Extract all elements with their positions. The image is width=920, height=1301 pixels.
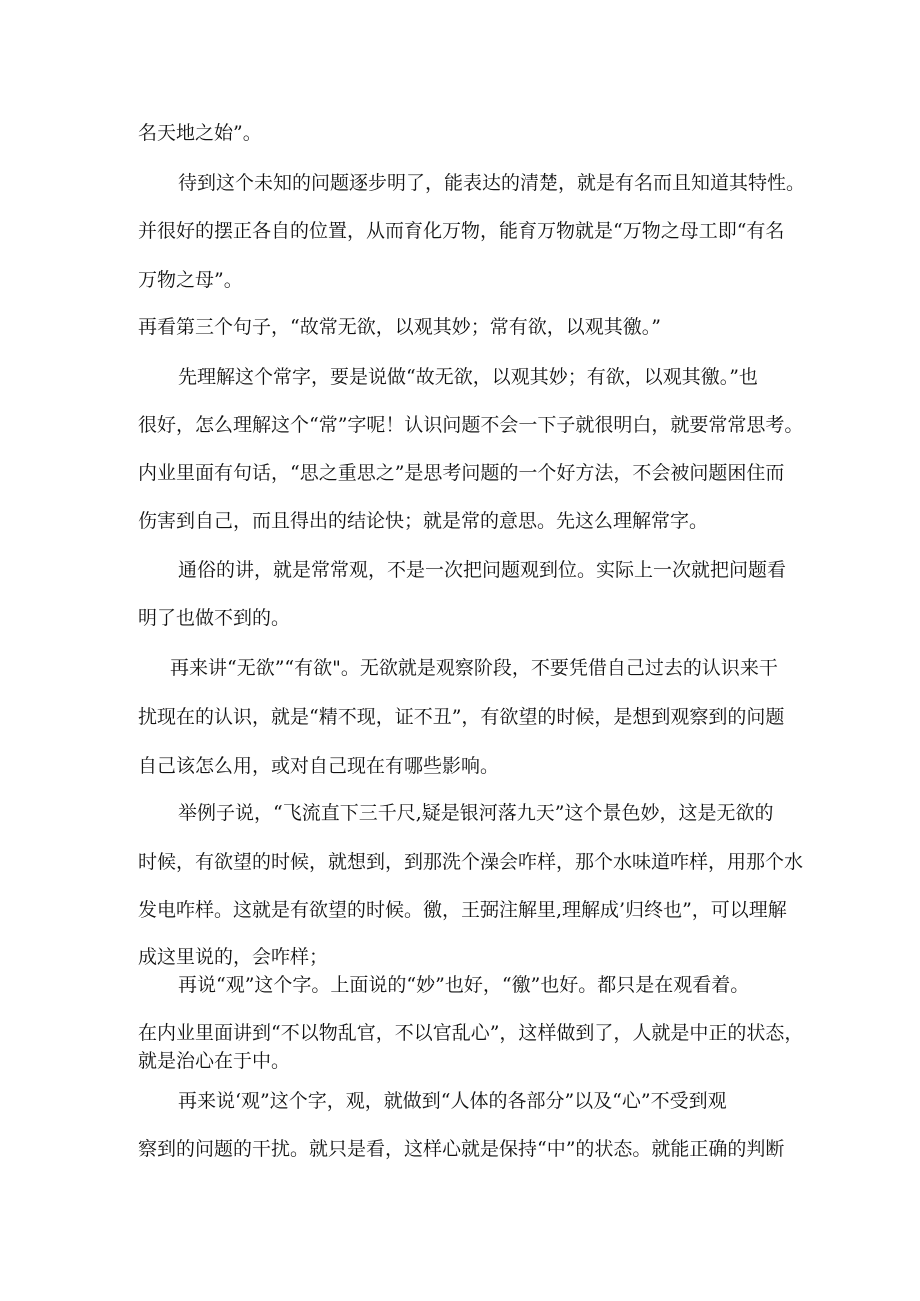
text-line: 举例子说，“飞流直下三千尺,疑是银河落九天”这个景色妙，这是无欲的: [178, 802, 774, 824]
text-line: 待到这个未知的问题逐步明了，能表达的清楚，就是有名而且知道其特性。: [178, 172, 806, 194]
text-line: 成这里说的，会咋样；: [138, 946, 329, 968]
text-line: 万物之母”。: [138, 269, 243, 291]
text-line: 就是治心在于中。: [138, 1050, 291, 1072]
text-line: 察到的问题的干扰。就只是看，这样心就是保持“中”的状态。就能正确的判断: [138, 1138, 785, 1160]
text-line: 名天地之始”。: [138, 122, 262, 144]
text-line: 再来讲“无欲”“有欲"。无欲就是观察阶段，不要凭借自己过去的认识来干: [170, 657, 778, 679]
text-line: 先理解这个常字，要是说做“故无欲，以观其妙；有欲，以观其徼。”也: [178, 366, 758, 388]
text-line: 时候，有欲望的时候，就想到，到那洗个澡会咋样，那个水味道咋样，用那个水: [138, 851, 804, 873]
text-line: 很好，怎么理解这个“常”字呢！认识问题不会一下子就很明白，就要常常思考。: [138, 414, 804, 436]
text-line: 通俗的讲，就是常常观，不是一次把问题观到位。实际上一次就把问题看: [178, 559, 787, 581]
text-line: 再看第三个句子，“故常无欲，以观其妙；常有欲，以观其徼。”: [138, 316, 661, 338]
text-line: 在内业里面讲到“不以物乱官，不以官乱心”，这样做到了，人就是中正的状态，: [138, 1022, 804, 1044]
text-line: 扰现在的认识，就是“精不现，证不丑”，有欲望的时候，是想到观察到的问题: [138, 706, 785, 728]
text-line: 内业里面有句话，“思之重思之”是思考问题的一个好方法，不会被问题困住而: [138, 462, 785, 484]
text-line: 并很好的摆正各自的位置，从而育化万物，能育万物就是“万物之母工即“有名: [138, 220, 785, 242]
text-line: 再来说‘观”这个字，观，就做到“人体的各部分”以及“心”不受到观: [178, 1090, 727, 1112]
text-line: 伤害到自己，而且得出的结论快；就是常的意思。先这么理解常字。: [138, 510, 709, 532]
text-line: 再说“观”这个字。上面说的“妙”也好，“徼”也好。都只是在观看着。: [178, 974, 750, 996]
text-line: 明了也做不到的。: [138, 607, 291, 629]
text-line: 发电咋样。这就是有欲望的时候。徼，王弼注解里,理解成’归终也”，可以理解: [138, 899, 787, 921]
text-line: 自己该怎么用，或对自己现在有哪些影响。: [138, 755, 500, 777]
